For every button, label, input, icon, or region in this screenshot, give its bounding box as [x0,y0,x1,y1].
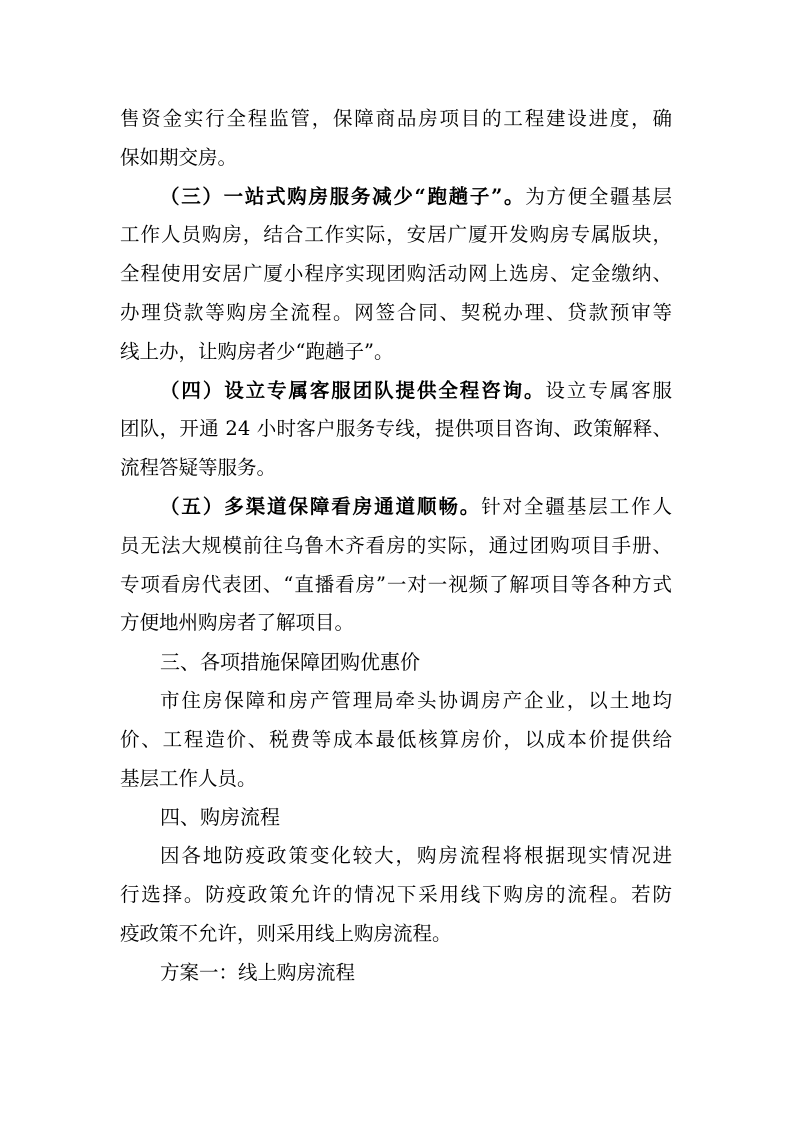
paragraph-line: 市住房保障和房产管理局牵头协调房产企业，以土地均 [160,688,672,712]
paragraph-text: 设立专属客服 [545,378,672,402]
paragraph-line: 方便地州购房者了解项目。 [120,611,355,635]
section-heading: 三、各项措施保障团购优惠价 [160,650,420,675]
section-lead: （四）设立专属客服团队提供全程咨询。 [160,378,546,402]
paragraph-line: 基层工作人员。 [120,766,257,790]
paragraph-line: 线上办，让购房者少“跑趟子”。 [120,339,394,363]
paragraph-line: 团队，开通 24 小时客户服务专线，提供项目咨询、政策解释、 [120,417,672,441]
paragraph-line: 疫政策不允许，则采用线上购房流程。 [120,921,452,945]
document-body [120,100,672,992]
section-heading: 四、购房流程 [160,805,280,830]
paragraph-line: 售资金实行全程监管，保障商品房项目的工程建设进度，确 [120,107,672,130]
section-lead: （五）多渠道保障看房通道顺畅。 [160,494,482,518]
paragraph-line: 专项看房代表团、“直播看房”一对一视频了解项目等各种方式 [120,572,672,596]
paragraph-line: 全程使用安居广厦小程序实现团购活动网上选房、定金缴纳、 [120,262,672,286]
paragraph-line: 因各地防疫政策变化较大，购房流程将根据现实情况进 [160,844,672,868]
paragraph-line: 办理贷款等购房全流程。网签合同、契税办理、贷款预审等 [120,300,672,324]
paragraph-line [120,178,672,217]
paragraph-line: 行选择。防疫政策允许的情况下采用线下购房的流程。若防 [120,882,672,906]
paragraph-text: 针对全疆基层工作人 [481,494,672,518]
paragraph-line: 员无法大规模前往乌鲁木齐看房的实际，通过团购项目手册、 [120,533,672,557]
paragraph-line: 价、工程造价、税费等成本最低核算房价，以成本价提供给 [120,727,672,751]
paragraph-line [120,372,672,411]
paragraph-line: 流程答疑等服务。 [120,456,277,480]
section-lead: （三）一站式购房服务减少“跑趟子”。 [160,184,526,208]
paragraph-text: 为方便全疆基层 [525,184,672,208]
paragraph-line: 方案一：线上购房流程 [160,960,356,984]
paragraph-line: 保如期交房。 [120,145,238,169]
paragraph-line [120,488,672,527]
paragraph-line: 工作人员购房，结合工作实际，安居广厦开发购房专属版块， [120,223,672,247]
